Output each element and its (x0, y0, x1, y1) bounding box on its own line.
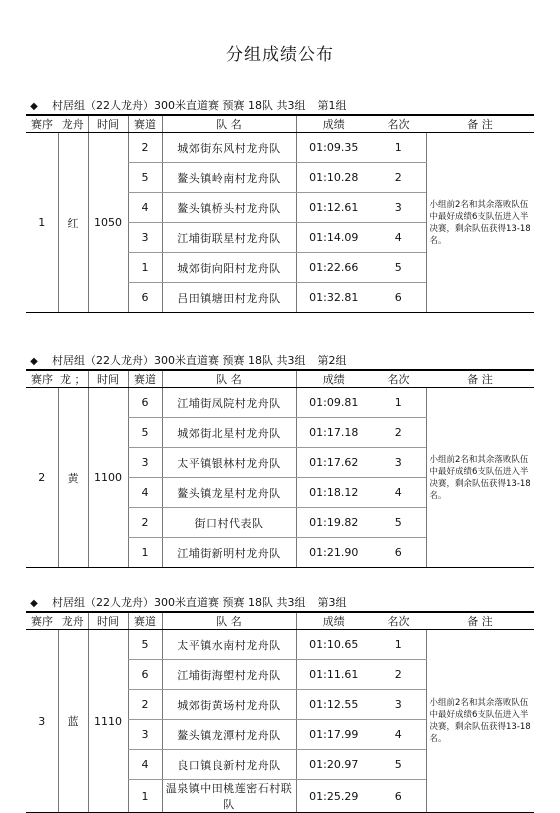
result-time: 01:32.81 (296, 283, 371, 313)
result-time: 01:18.12 (296, 478, 371, 508)
lane-number: 3 (128, 223, 162, 253)
result-time: 01:09.81 (296, 388, 371, 418)
result-time: 01:21.90 (296, 538, 371, 568)
page-title: 分组成绩公布 (226, 45, 334, 65)
lane-number: 6 (128, 388, 162, 418)
lane-number: 6 (128, 283, 162, 313)
col-lane-header: 赛道 (128, 370, 162, 388)
result-time: 01:17.62 (296, 448, 371, 478)
race-time: 1050 (88, 133, 128, 313)
col-boat-header: 龙 ； (58, 370, 88, 388)
result-time: 01:25.29 (296, 780, 371, 813)
group-heading (26, 352, 534, 369)
diamond-bullet-icon: ◆ (30, 356, 38, 367)
col-team-header: 队 名 (162, 115, 296, 133)
remark-note: 小组前2名和其余落败队伍中最好成绩6支队伍进入半决赛，剩余队伍获得13-18名。 (426, 630, 534, 813)
race-time: 1100 (88, 388, 128, 568)
group-heading-text: 村居组（22人龙舟）300米直道赛 预赛 18队 共3组 (52, 99, 306, 112)
table-header-row (26, 370, 534, 388)
lane-number: 6 (128, 660, 162, 690)
lane-number: 1 (128, 538, 162, 568)
rank: 5 (371, 253, 426, 283)
col-team-header: 队 名 (162, 612, 296, 630)
lane-number: 5 (128, 163, 162, 193)
result-time: 01:17.99 (296, 720, 371, 750)
team-name: 鳌头镇桥头村龙舟队 (162, 193, 296, 223)
rank: 1 (371, 133, 426, 163)
diamond-bullet-icon: ◆ (30, 598, 38, 609)
rank: 1 (371, 630, 426, 660)
col-time-header: 时间 (88, 370, 128, 388)
rank: 4 (371, 720, 426, 750)
group-heading (26, 594, 534, 611)
group-number: 第3组 (317, 596, 347, 609)
col-order-header: 赛序 (26, 115, 58, 133)
result-time: 01:19.82 (296, 508, 371, 538)
results-table (26, 114, 534, 313)
race-time: 1110 (88, 630, 128, 813)
col-time-header: 时间 (88, 115, 128, 133)
team-name: 城郊街北星村龙舟队 (162, 418, 296, 448)
race-order: 2 (26, 388, 58, 568)
result-group-2 (26, 352, 534, 568)
race-order: 3 (26, 630, 58, 813)
result-time: 01:11.61 (296, 660, 371, 690)
table-header-row (26, 115, 534, 133)
col-result-header: 成绩 (296, 115, 371, 133)
result-time: 01:14.09 (296, 223, 371, 253)
col-rank-header: 名次 (371, 370, 426, 388)
col-result-header: 成绩 (296, 612, 371, 630)
results-table (26, 611, 534, 813)
col-rank-header: 名次 (371, 612, 426, 630)
rank: 6 (371, 780, 426, 813)
lane-number: 4 (128, 750, 162, 780)
col-team-header: 队 名 (162, 370, 296, 388)
team-name: 街口村代表队 (162, 508, 296, 538)
team-name: 温泉镇中田桃莲密石村联队 (162, 780, 296, 813)
table-header-row (26, 612, 534, 630)
result-time: 01:10.28 (296, 163, 371, 193)
team-name: 吕田镇塘田村龙舟队 (162, 283, 296, 313)
group-heading-text: 村居组（22人龙舟）300米直道赛 预赛 18队 共3组 (52, 354, 306, 367)
result-time: 01:09.35 (296, 133, 371, 163)
team-name: 江埔街凤院村龙舟队 (162, 388, 296, 418)
rank: 3 (371, 448, 426, 478)
team-name: 江埔街新明村龙舟队 (162, 538, 296, 568)
team-name: 江埔街联星村龙舟队 (162, 223, 296, 253)
remark-note: 小组前2名和其余落败队伍中最好成绩6支队伍进入半决赛，剩余队伍获得13-18名。 (426, 133, 534, 313)
rank: 5 (371, 750, 426, 780)
col-remark-header: 备 注 (426, 612, 534, 630)
rank: 4 (371, 223, 426, 253)
lane-number: 5 (128, 418, 162, 448)
col-boat-header: 龙舟 (58, 115, 88, 133)
rank: 5 (371, 508, 426, 538)
team-name: 太平镇水南村龙舟队 (162, 630, 296, 660)
result-group-3 (26, 594, 534, 813)
result-time: 01:10.65 (296, 630, 371, 660)
group-heading-text: 村居组（22人龙舟）300米直道赛 预赛 18队 共3组 (52, 596, 306, 609)
result-group-1 (26, 97, 534, 313)
team-name: 鳌头镇龙星村龙舟队 (162, 478, 296, 508)
col-remark-header: 备 注 (426, 370, 534, 388)
group-number: 第1组 (317, 99, 347, 112)
diamond-bullet-icon: ◆ (30, 101, 38, 112)
col-time-header: 时间 (88, 612, 128, 630)
col-order-header: 赛序 (26, 370, 58, 388)
rank: 2 (371, 660, 426, 690)
boat-color: 红 (58, 133, 88, 313)
result-time: 01:12.55 (296, 690, 371, 720)
col-order-header: 赛序 (26, 612, 58, 630)
lane-number: 1 (128, 253, 162, 283)
team-name: 太平镇银林村龙舟队 (162, 448, 296, 478)
team-name: 良口镇良新村龙舟队 (162, 750, 296, 780)
remark-note: 小组前2名和其余落败队伍中最好成绩6支队伍进入半决赛，剩余队伍获得13-18名。 (426, 388, 534, 568)
team-name: 城郊街东风村龙舟队 (162, 133, 296, 163)
lane-number: 4 (128, 478, 162, 508)
col-lane-header: 赛道 (128, 115, 162, 133)
result-time: 01:17.18 (296, 418, 371, 448)
results-table (26, 369, 534, 568)
boat-color: 黄 (58, 388, 88, 568)
rank: 6 (371, 283, 426, 313)
table-row (26, 133, 534, 163)
boat-color: 蓝 (58, 630, 88, 813)
race-order: 1 (26, 133, 58, 313)
lane-number: 3 (128, 720, 162, 750)
group-number: 第2组 (317, 354, 347, 367)
team-name: 江埔街海塱村龙舟队 (162, 660, 296, 690)
rank: 4 (371, 478, 426, 508)
col-result-header: 成绩 (296, 370, 371, 388)
team-name: 鳌头镇岭南村龙舟队 (162, 163, 296, 193)
team-name: 城郊街向阳村龙舟队 (162, 253, 296, 283)
result-time: 01:12.61 (296, 193, 371, 223)
table-row (26, 630, 534, 660)
rank: 2 (371, 163, 426, 193)
lane-number: 1 (128, 780, 162, 813)
rank: 1 (371, 388, 426, 418)
col-remark-header: 备 注 (426, 115, 534, 133)
team-name: 鳌头镇龙潭村龙舟队 (162, 720, 296, 750)
lane-number: 4 (128, 193, 162, 223)
rank: 6 (371, 538, 426, 568)
rank: 3 (371, 690, 426, 720)
team-name: 城郊街黄场村龙舟队 (162, 690, 296, 720)
rank: 2 (371, 418, 426, 448)
lane-number: 5 (128, 630, 162, 660)
col-lane-header: 赛道 (128, 612, 162, 630)
rank: 3 (371, 193, 426, 223)
lane-number: 2 (128, 133, 162, 163)
result-time: 01:22.66 (296, 253, 371, 283)
lane-number: 2 (128, 508, 162, 538)
lane-number: 3 (128, 448, 162, 478)
result-time: 01:20.97 (296, 750, 371, 780)
table-row (26, 388, 534, 418)
lane-number: 2 (128, 690, 162, 720)
col-rank-header: 名次 (371, 115, 426, 133)
group-heading (26, 97, 534, 114)
col-boat-header: 龙舟 (58, 612, 88, 630)
